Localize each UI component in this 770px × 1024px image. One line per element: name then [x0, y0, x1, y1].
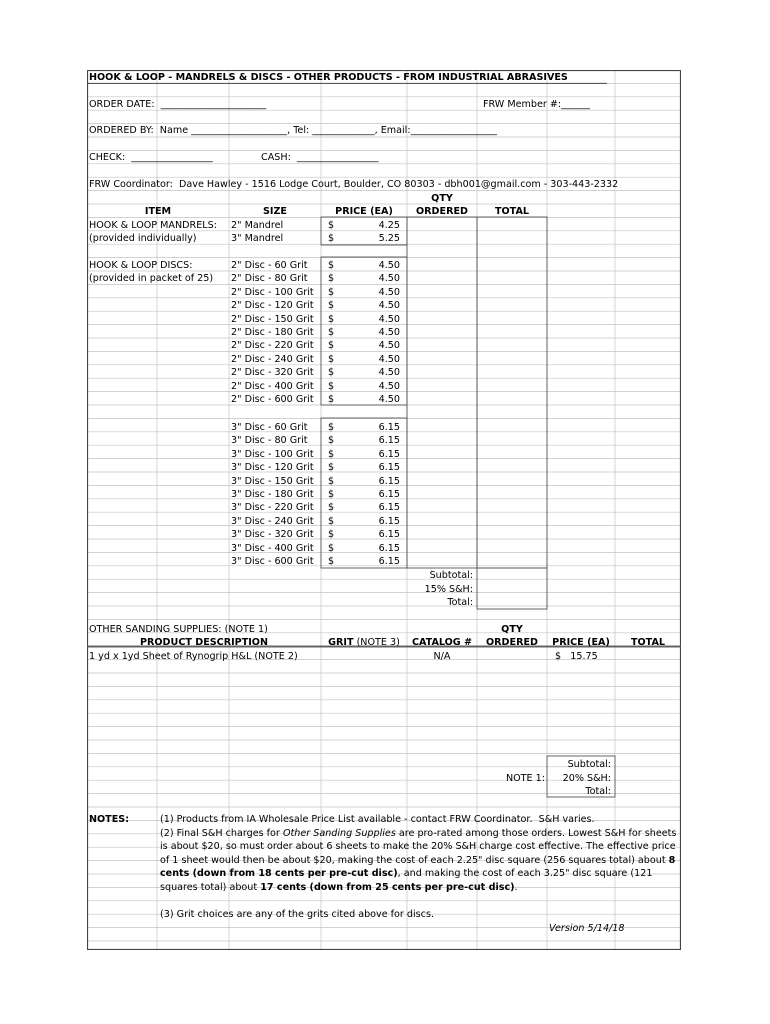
- disc-2in-row-price: 4.50: [378, 300, 400, 312]
- disc-2in-row-price: 4.50: [378, 313, 400, 325]
- disc-2in-row-currency: $: [328, 380, 335, 392]
- disc-3in-row-currency: $: [328, 475, 335, 487]
- discs-label: HOOK & LOOP DISCS:: [89, 260, 193, 271]
- price-header: PRICE (EA): [335, 206, 393, 217]
- sh2-label: 20% S&H:: [562, 773, 611, 784]
- disc-3in-row-currency: $: [328, 529, 335, 541]
- product-row-price: $ 15.75: [555, 651, 598, 662]
- disc-2in-row-size: 2" Disc - 240 Grit: [231, 353, 314, 365]
- disc-2in-row-currency: $: [328, 340, 335, 352]
- note1-label: NOTE 1:: [505, 773, 545, 784]
- disc-2in-row-currency: $: [328, 286, 335, 298]
- note-2-part-e: , and making the cost of each 3.25" disc square (121 squares total) about: [160, 868, 653, 893]
- note-2-part-c: are pro-rated among those orders. Lowest S&H for sheets is about $20, so must order about 6 sheets to make the 20% S&H charge cost effective. The effective price of 1 sheet would then be about $20, making the cost of each 2.25" disc square (256 squares total) about: [160, 828, 677, 866]
- total-header: TOTAL: [494, 206, 530, 217]
- mandrel-row-currency: $: [328, 220, 335, 231]
- catalog-header: CATALOG #: [411, 637, 473, 648]
- order-date-field[interactable]: ORDER DATE: ______________________: [89, 99, 267, 110]
- note-2-end: .: [514, 881, 518, 893]
- disc-3in-row-size: 3" Disc - 60 Grit: [231, 422, 308, 433]
- disc-2in-row-currency: $: [328, 300, 335, 312]
- mandrel-row-currency: $: [328, 233, 335, 245]
- disc-2in-row-size: 2" Disc - 180 Grit: [231, 327, 314, 338]
- cell-border-box: [477, 217, 547, 568]
- product-row-description: 1 yd x 1yd Sheet of Rynogrip H&L (NOTE 2): [89, 651, 298, 662]
- disc-2in-row-price: 4.50: [378, 353, 400, 365]
- mandrel-row-size: 3" Mandrel: [231, 233, 284, 245]
- coordinator-info: FRW Coordinator: Dave Hawley - 1516 Lodge Court, Boulder, CO 80303 - dbh001@gmail.com - 303-443-2332: [89, 179, 619, 190]
- form-title: HOOK & LOOP - MANDRELS & DISCS - OTHER PRODUCTS - FROM INDUSTRIAL ABRASIVES: [89, 72, 568, 83]
- disc-3in-row-size: 3" Disc - 220 Grit: [231, 502, 314, 514]
- disc-3in-row-price: 6.15: [378, 515, 400, 527]
- disc-3in-row-price: 6.15: [378, 448, 400, 460]
- mandrel-row-price: 4.25: [378, 220, 400, 231]
- product-row-catalog: N/A: [433, 651, 451, 662]
- grit-header-note: (NOTE 3): [353, 637, 400, 648]
- disc-3in-row-currency: $: [328, 515, 335, 527]
- disc-3in-row-currency: $: [328, 489, 335, 500]
- item-header: ITEM: [144, 206, 172, 217]
- disc-2in-row-size: 2" Disc - 320 Grit: [231, 367, 314, 379]
- disc-2in-row-currency: $: [328, 273, 335, 285]
- disc-3in-row-currency: $: [328, 422, 335, 433]
- ordered-header: ORDERED: [416, 206, 468, 217]
- frw-member-field[interactable]: FRW Member #:______: [483, 99, 590, 110]
- ordered-by-field[interactable]: ORDERED BY: Name ____________________, Tel: _____________, Email:__________________: [89, 125, 497, 136]
- disc-3in-row-currency: $: [328, 462, 335, 474]
- disc-3in-row-size: 3" Disc - 120 Grit: [231, 462, 314, 474]
- disc-2in-row-size: 2" Disc - 60 Grit: [231, 260, 308, 271]
- qty-header: QTY: [431, 193, 453, 204]
- cash-field[interactable]: CASH: _________________: [261, 152, 379, 163]
- disc-3in-row-size: 3" Disc - 150 Grit: [231, 475, 314, 487]
- disc-2in-row-currency: $: [328, 394, 335, 405]
- disc-3in-row-currency: $: [328, 435, 335, 447]
- disc-2in-row-price: 4.50: [378, 327, 400, 338]
- mandrels-label: HOOK & LOOP MANDRELS:: [89, 220, 217, 231]
- disc-2in-row-size: 2" Disc - 150 Grit: [231, 313, 314, 325]
- disc-2in-row-size: 2" Disc - 600 Grit: [231, 394, 314, 405]
- disc-2in-row-currency: $: [328, 367, 335, 379]
- disc-3in-row-size: 3" Disc - 400 Grit: [231, 542, 314, 554]
- other-total-header: TOTAL: [630, 637, 666, 648]
- size-header: SIZE: [263, 206, 287, 217]
- disc-2in-row-currency: $: [328, 313, 335, 325]
- notes-label: NOTES:: [89, 814, 130, 825]
- disc-2in-row-price: 4.50: [378, 286, 400, 298]
- disc-2in-row-size: 2" Disc - 220 Grit: [231, 340, 314, 352]
- disc-3in-row-price: 6.15: [378, 542, 400, 554]
- cell-border-box: [407, 217, 477, 568]
- disc-2in-row-price: 4.50: [378, 273, 400, 285]
- disc-2in-row-price: 4.50: [378, 394, 400, 405]
- note-3: (3) Grit choices are any of the grits cited above for discs.: [160, 909, 434, 920]
- disc-2in-row-currency: $: [328, 353, 335, 365]
- disc-2in-row-price: 4.50: [378, 380, 400, 392]
- disc-3in-row-size: 3" Disc - 100 Grit: [231, 448, 314, 460]
- check-field[interactable]: CHECK: _________________: [89, 152, 213, 163]
- disc-3in-row-currency: $: [328, 556, 335, 567]
- disc-2in-row-size: 2" Disc - 80 Grit: [231, 273, 308, 285]
- product-description-header: PRODUCT DESCRIPTION: [139, 637, 268, 648]
- total2-label: Total:: [585, 786, 611, 797]
- disc-3in-row-price: 6.15: [378, 489, 400, 500]
- sh-label: 15% S&H:: [424, 584, 473, 595]
- disc-3in-row-currency: $: [328, 448, 335, 460]
- disc-2in-row-price: 4.50: [378, 340, 400, 352]
- disc-2in-row-size: 2" Disc - 400 Grit: [231, 380, 314, 392]
- subtotal-label: Subtotal:: [429, 570, 473, 581]
- note-1: (1) Products from IA Wholesale Price List available - contact FRW Coordinator. S&H varies.: [160, 814, 595, 825]
- grit-header-label: GRIT: [328, 637, 354, 648]
- disc-3in-row-price: 6.15: [378, 502, 400, 514]
- mandrel-row-price: 5.25: [378, 233, 400, 245]
- disc-3in-row-price: 6.15: [378, 475, 400, 487]
- disc-3in-row-size: 3" Disc - 180 Grit: [231, 489, 314, 500]
- disc-3in-row-price: 6.15: [378, 435, 400, 447]
- mandrel-row-size: 2" Mandrel: [231, 220, 284, 231]
- disc-2in-row-size: 2" Disc - 120 Grit: [231, 300, 314, 312]
- total-label: Total:: [447, 597, 473, 608]
- note-2-emphasis: Other Sanding Supplies: [282, 828, 396, 839]
- disc-3in-row-price: 6.15: [378, 529, 400, 541]
- disc-2in-row-currency: $: [328, 260, 335, 271]
- disc-2in-row-price: 4.50: [378, 367, 400, 379]
- note-2: [160, 827, 678, 894]
- other-ordered-header: ORDERED: [486, 637, 538, 648]
- disc-3in-row-price: 6.15: [378, 462, 400, 474]
- disc-3in-row-size: 3" Disc - 240 Grit: [231, 515, 314, 527]
- other-qty-header: QTY: [501, 624, 523, 635]
- cell-border-box: [477, 568, 547, 609]
- grit-header: [321, 637, 407, 649]
- note-2-part-a: (2) Final S&H charges for: [160, 828, 283, 839]
- discs-sublabel: (provided in packet of 25): [89, 273, 214, 284]
- disc-3in-row-currency: $: [328, 542, 335, 554]
- other-price-header: PRICE (EA): [552, 637, 610, 648]
- note-2-bold-2: 17 cents (down from 25 cents per pre-cut disc): [260, 881, 515, 893]
- disc-2in-row-size: 2" Disc - 100 Grit: [231, 286, 314, 298]
- disc-2in-row-price: 4.50: [378, 260, 400, 271]
- disc-3in-row-currency: $: [328, 502, 335, 514]
- version-label: Version 5/14/18: [549, 923, 625, 934]
- disc-2in-row-currency: $: [328, 327, 335, 338]
- disc-3in-row-size: 3" Disc - 80 Grit: [231, 435, 308, 447]
- other-supplies-heading: OTHER SANDING SUPPLIES: (NOTE 1): [89, 624, 268, 635]
- subtotal2-label: Subtotal:: [567, 759, 611, 770]
- disc-3in-row-size: 3" Disc - 600 Grit: [231, 556, 314, 567]
- mandrels-sublabel: (provided individually): [89, 233, 197, 244]
- disc-3in-row-price: 6.15: [378, 556, 400, 567]
- note-2-bold-1: 8 cents (down from 18 cents per pre-cut disc): [160, 854, 676, 880]
- order-form-sheet: [87, 70, 681, 950]
- disc-3in-row-price: 6.15: [378, 422, 400, 433]
- disc-3in-row-size: 3" Disc - 320 Grit: [231, 529, 314, 541]
